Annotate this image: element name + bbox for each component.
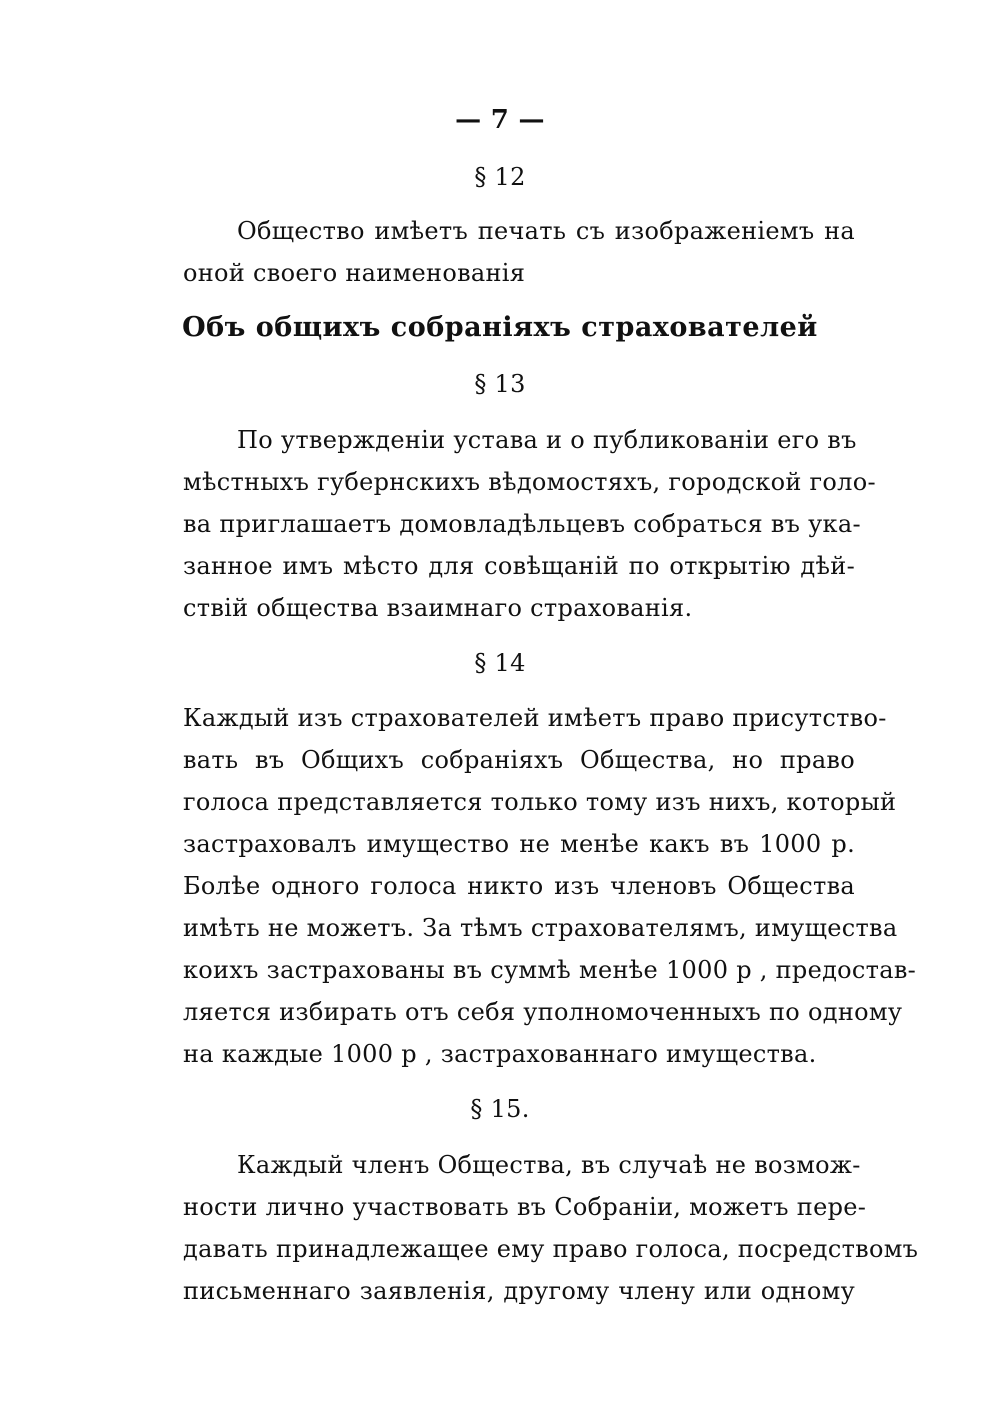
paragraph-line: По утвержденіи устава и о публикованіи его въ bbox=[237, 426, 857, 454]
paragraph-line: занное имъ мѣсто для совѣщаній по открытію дѣй- bbox=[183, 552, 855, 580]
paragraph-line: имѣть не можетъ. За тѣмъ страхователямъ, имущества bbox=[183, 914, 898, 942]
paragraph-line: Болѣе одного голоса никто изъ членовъ Общества bbox=[183, 872, 855, 900]
section-13-title: § 13 bbox=[474, 370, 526, 398]
page-number: — 7 — bbox=[455, 105, 545, 135]
paragraph-line: вать въ Общихъ собраніяхъ Общества, но право bbox=[183, 746, 855, 774]
paragraph-line: ляется избирать отъ себя уполномоченныхъ по одному bbox=[183, 998, 903, 1026]
section-15-title: § 15. bbox=[470, 1095, 530, 1123]
paragraph-line: застраховалъ имущество не менѣе какъ въ 1000 р. bbox=[183, 830, 855, 858]
paragraph-line: ствій общества взаимнаго страхованія. bbox=[183, 594, 693, 622]
paragraph-line: давать принадлежащее ему право голоса, посредствомъ bbox=[183, 1235, 919, 1263]
paragraph-line: Общество имѣетъ печать съ изображеніемъ на bbox=[237, 217, 855, 245]
paragraph-line: ности лично участвовать въ Собраніи, можетъ пере- bbox=[183, 1193, 867, 1221]
paragraph-line: Каждый изъ страхователей имѣетъ право присутство- bbox=[183, 704, 887, 732]
paragraph-line: ва приглашаетъ домовладѣльцевъ собраться въ ука- bbox=[183, 510, 861, 538]
paragraph-line: Каждый членъ Общества, въ случаѣ не возмож- bbox=[237, 1151, 861, 1179]
paragraph-line: на каждые 1000 р , застрахованнаго имущества. bbox=[183, 1040, 817, 1068]
paragraph-line: мѣстныхъ губернскихъ вѣдомостяхъ, городской голо- bbox=[183, 468, 876, 496]
section-heading: Объ общихъ собраніяхъ страхователей bbox=[182, 312, 818, 343]
paragraph-line: коихъ застрахованы въ суммѣ менѣе 1000 р , предостав- bbox=[183, 956, 917, 984]
section-14-title: § 14 bbox=[474, 649, 526, 677]
section-12-title: § 12 bbox=[474, 163, 526, 191]
paragraph-line: голоса представляется только тому изъ нихъ, который bbox=[183, 788, 897, 816]
paragraph-line: письменнаго заявленія, другому члену или одному bbox=[183, 1277, 855, 1305]
paragraph-line: оной своего наименованія bbox=[183, 259, 526, 287]
